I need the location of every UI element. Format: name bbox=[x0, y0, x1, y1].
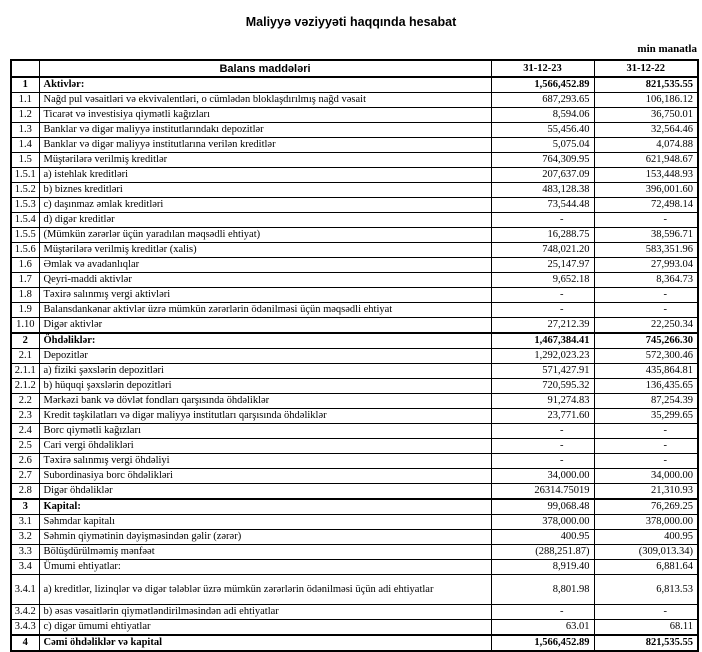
row-number-cell: 3.4 bbox=[11, 560, 39, 575]
row-value-2023-cell: 400.95 bbox=[491, 530, 594, 545]
row-value-2022-cell: - bbox=[594, 454, 698, 469]
row-value-2023-cell: 748,021.20 bbox=[491, 243, 594, 258]
row-number-cell: 3.4.2 bbox=[11, 605, 39, 620]
table-row bbox=[11, 153, 698, 168]
row-value-2023-cell: 8,801.98 bbox=[491, 575, 594, 605]
table-row bbox=[11, 454, 698, 469]
table-row bbox=[11, 318, 698, 334]
row-value-2023-cell: 26314.75019 bbox=[491, 484, 594, 500]
row-number-cell: 1.5.1 bbox=[11, 168, 39, 183]
row-value-2023-cell: 1,467,384.41 bbox=[491, 333, 594, 349]
row-value-2022-cell: 34,000.00 bbox=[594, 469, 698, 484]
row-value-2023-cell: - bbox=[491, 439, 594, 454]
row-label-cell: Ümumi ehtiyatlar: bbox=[39, 560, 491, 575]
row-number-cell: 3.2 bbox=[11, 530, 39, 545]
table-row bbox=[11, 213, 698, 228]
row-value-2022-cell: 72,498.14 bbox=[594, 198, 698, 213]
row-label-cell: b) əsas vəsaitlərin qiymətləndirilməsindən adi ehtiyatlar bbox=[39, 605, 491, 620]
header-2023-cell: 31-12-23 bbox=[491, 60, 594, 77]
row-label-cell: Aktivlər: bbox=[39, 77, 491, 93]
row-value-2022-cell: 8,364.73 bbox=[594, 273, 698, 288]
row-value-2022-cell: 821,535.55 bbox=[594, 635, 698, 651]
table-row bbox=[11, 499, 698, 515]
table-row bbox=[11, 228, 698, 243]
row-value-2023-cell: 25,147.97 bbox=[491, 258, 594, 273]
row-value-2023-cell: 207,637.09 bbox=[491, 168, 594, 183]
row-value-2022-cell: 87,254.39 bbox=[594, 394, 698, 409]
row-number-cell: 1 bbox=[11, 77, 39, 93]
table-row bbox=[11, 273, 698, 288]
row-number-cell: 3 bbox=[11, 499, 39, 515]
row-value-2023-cell: 720,595.32 bbox=[491, 379, 594, 394]
table-row bbox=[11, 560, 698, 575]
table-body bbox=[11, 77, 698, 651]
table-row bbox=[11, 93, 698, 108]
row-value-2022-cell: - bbox=[594, 605, 698, 620]
row-value-2023-cell: 5,075.04 bbox=[491, 138, 594, 153]
table-row bbox=[11, 394, 698, 409]
row-value-2023-cell: - bbox=[491, 454, 594, 469]
row-value-2022-cell: 621,948.67 bbox=[594, 153, 698, 168]
table-row bbox=[11, 333, 698, 349]
table-row bbox=[11, 243, 698, 258]
row-number-cell: 1.5.3 bbox=[11, 198, 39, 213]
row-value-2023-cell: 1,566,452.89 bbox=[491, 77, 594, 93]
row-number-cell: 1.10 bbox=[11, 318, 39, 334]
row-number-cell: 2.1 bbox=[11, 349, 39, 364]
table-row bbox=[11, 545, 698, 560]
table-row bbox=[11, 379, 698, 394]
row-label-cell: Müştərilərə verilmiş kreditlər bbox=[39, 153, 491, 168]
row-number-cell: 1.9 bbox=[11, 303, 39, 318]
row-value-2023-cell: - bbox=[491, 424, 594, 439]
row-label-cell: (Mümkün zərərlər üçün yaradılan məqsədli ehtiyat) bbox=[39, 228, 491, 243]
row-value-2022-cell: 32,564.46 bbox=[594, 123, 698, 138]
row-value-2023-cell: 1,292,023.23 bbox=[491, 349, 594, 364]
row-number-cell: 2.8 bbox=[11, 484, 39, 500]
row-number-cell: 4 bbox=[11, 635, 39, 651]
row-number-cell: 2.2 bbox=[11, 394, 39, 409]
row-label-cell: Mərkəzi bank və dövlət fondları qarşısında öhdəliklər bbox=[39, 394, 491, 409]
row-value-2022-cell: - bbox=[594, 288, 698, 303]
row-value-2023-cell: 687,293.65 bbox=[491, 93, 594, 108]
row-label-cell: Banklar və digər maliyyə institutlarına verilən kreditlər bbox=[39, 138, 491, 153]
row-number-cell: 1.5.4 bbox=[11, 213, 39, 228]
row-number-cell: 1.8 bbox=[11, 288, 39, 303]
page-title: Maliyyə vəziyyəti haqqında hesabat bbox=[245, 15, 457, 29]
row-value-2023-cell: 571,427.91 bbox=[491, 364, 594, 379]
row-number-cell: 2.3 bbox=[11, 409, 39, 424]
row-label-cell: a) fiziki şəxslərin depozitləri bbox=[39, 364, 491, 379]
row-label-cell: b) hüquqi şəxslərin depozitləri bbox=[39, 379, 491, 394]
row-number-cell: 1.3 bbox=[11, 123, 39, 138]
row-value-2022-cell: 435,864.81 bbox=[594, 364, 698, 379]
row-value-2022-cell: 21,310.93 bbox=[594, 484, 698, 500]
row-value-2022-cell: 396,001.60 bbox=[594, 183, 698, 198]
row-label-cell: Nağd pul vəsaitləri və ekvivalentləri, o cümlədən bloklaşdırılmış nağd vəsait bbox=[39, 93, 491, 108]
row-value-2022-cell: 572,300.46 bbox=[594, 349, 698, 364]
row-value-2022-cell: 136,435.65 bbox=[594, 379, 698, 394]
table-row bbox=[11, 168, 698, 183]
row-value-2023-cell: 483,128.38 bbox=[491, 183, 594, 198]
table-row bbox=[11, 349, 698, 364]
row-label-cell: b) biznes kreditləri bbox=[39, 183, 491, 198]
row-label-cell: Qeyri-maddi aktivlər bbox=[39, 273, 491, 288]
row-label-cell: Kredit təşkilatları və digər maliyyə institutları qarşısında öhdəliklər bbox=[39, 409, 491, 424]
row-number-cell: 1.6 bbox=[11, 258, 39, 273]
row-number-cell: 2 bbox=[11, 333, 39, 349]
row-value-2023-cell: 9,652.18 bbox=[491, 273, 594, 288]
row-label-cell: Öhdəliklər: bbox=[39, 333, 491, 349]
header-2022-cell: 31-12-22 bbox=[594, 60, 698, 77]
row-label-cell: Depozitlər bbox=[39, 349, 491, 364]
row-value-2022-cell: - bbox=[594, 439, 698, 454]
table-row bbox=[11, 620, 698, 636]
row-number-cell: 1.5.5 bbox=[11, 228, 39, 243]
row-number-cell: 3.3 bbox=[11, 545, 39, 560]
row-number-cell: 1.5 bbox=[11, 153, 39, 168]
row-label-cell: Borc qiymətli kağızları bbox=[39, 424, 491, 439]
table-row bbox=[11, 439, 698, 454]
row-label-cell: Digər aktivlər bbox=[39, 318, 491, 334]
row-label-cell: Cari vergi öhdəlikləri bbox=[39, 439, 491, 454]
row-value-2023-cell: (288,251.87) bbox=[491, 545, 594, 560]
table-row bbox=[11, 183, 698, 198]
row-label-cell: Banklar və digər maliyyə institutlarındakı depozitlər bbox=[39, 123, 491, 138]
row-value-2023-cell: - bbox=[491, 303, 594, 318]
row-value-2022-cell: 821,535.55 bbox=[594, 77, 698, 93]
row-value-2022-cell: 400.95 bbox=[594, 530, 698, 545]
row-label-cell: Təxirə salınmış vergi öhdəliyi bbox=[39, 454, 491, 469]
row-label-cell: Balansdankənar aktivlər üzrə mümkün zərərlərin ödənilməsi üçün məqsədli ehtiyat bbox=[39, 303, 491, 318]
row-number-cell: 1.2 bbox=[11, 108, 39, 123]
row-value-2023-cell: 378,000.00 bbox=[491, 515, 594, 530]
row-label-cell: c) digər ümumi ehtiyatlar bbox=[39, 620, 491, 636]
row-label-cell: d) digər kreditlər bbox=[39, 213, 491, 228]
row-value-2022-cell: 68.11 bbox=[594, 620, 698, 636]
unit-note-container bbox=[0, 39, 697, 57]
row-number-cell: 3.4.3 bbox=[11, 620, 39, 636]
row-label-cell: Əmlak və avadanlıqlar bbox=[39, 258, 491, 273]
table-row bbox=[11, 258, 698, 273]
row-value-2022-cell: 4,074.88 bbox=[594, 138, 698, 153]
row-number-cell: 1.1 bbox=[11, 93, 39, 108]
row-label-cell: Bölüşdürülməmiş mənfəət bbox=[39, 545, 491, 560]
row-value-2023-cell: 1,566,452.89 bbox=[491, 635, 594, 651]
row-value-2022-cell: 38,596.71 bbox=[594, 228, 698, 243]
header-item-cell: Balans maddələri bbox=[39, 60, 491, 77]
table-row bbox=[11, 364, 698, 379]
row-value-2022-cell: 22,250.34 bbox=[594, 318, 698, 334]
row-label-cell: c) daşınmaz əmlak kreditləri bbox=[39, 198, 491, 213]
row-label-cell: Müştərilərə verilmiş kreditlər (xalis) bbox=[39, 243, 491, 258]
table-row bbox=[11, 530, 698, 545]
row-value-2023-cell: - bbox=[491, 605, 594, 620]
row-value-2023-cell: - bbox=[491, 288, 594, 303]
row-number-cell: 1.5.6 bbox=[11, 243, 39, 258]
row-value-2022-cell: 745,266.30 bbox=[594, 333, 698, 349]
row-number-cell: 1.7 bbox=[11, 273, 39, 288]
row-number-cell: 1.5.2 bbox=[11, 183, 39, 198]
table-row bbox=[11, 635, 698, 651]
row-label-cell: Təxirə salınmış vergi aktivləri bbox=[39, 288, 491, 303]
row-value-2023-cell: 73,544.48 bbox=[491, 198, 594, 213]
row-value-2022-cell: 583,351.96 bbox=[594, 243, 698, 258]
row-number-cell: 2.4 bbox=[11, 424, 39, 439]
row-value-2022-cell: 6,881.64 bbox=[594, 560, 698, 575]
row-value-2023-cell: 8,594.06 bbox=[491, 108, 594, 123]
row-value-2022-cell: 378,000.00 bbox=[594, 515, 698, 530]
row-value-2023-cell: 23,771.60 bbox=[491, 409, 594, 424]
table-row bbox=[11, 424, 698, 439]
row-value-2023-cell: - bbox=[491, 213, 594, 228]
table-row bbox=[11, 409, 698, 424]
row-value-2023-cell: 764,309.95 bbox=[491, 153, 594, 168]
row-number-cell: 2.6 bbox=[11, 454, 39, 469]
row-label-cell: a) istehlak kreditləri bbox=[39, 168, 491, 183]
row-value-2022-cell: 35,299.65 bbox=[594, 409, 698, 424]
row-label-cell: Digər öhdəliklər bbox=[39, 484, 491, 500]
row-value-2023-cell: 91,274.83 bbox=[491, 394, 594, 409]
row-label-cell: Səhmin qiymətinin dəyişməsindən gəlir (zərər) bbox=[39, 530, 491, 545]
row-value-2023-cell: 27,212.39 bbox=[491, 318, 594, 334]
table-row bbox=[11, 469, 698, 484]
table-row bbox=[11, 575, 698, 605]
balance-sheet-table bbox=[10, 59, 699, 652]
row-value-2023-cell: 99,068.48 bbox=[491, 499, 594, 515]
row-value-2022-cell: 27,993.04 bbox=[594, 258, 698, 273]
row-label-cell: Kapital: bbox=[39, 499, 491, 515]
header-number-cell bbox=[11, 60, 39, 77]
table-row bbox=[11, 198, 698, 213]
row-number-cell: 3.1 bbox=[11, 515, 39, 530]
row-number-cell: 1.4 bbox=[11, 138, 39, 153]
table-row bbox=[11, 515, 698, 530]
row-value-2022-cell: (309,013.34) bbox=[594, 545, 698, 560]
row-number-cell: 2.1.1 bbox=[11, 364, 39, 379]
row-number-cell: 2.7 bbox=[11, 469, 39, 484]
table-header-row bbox=[11, 60, 698, 77]
row-label-cell: a) kreditlər, lizinqlər və digər tələblər üzrə mümkün zərərlərin ödənilməsi üçün adi ehtiyatlar bbox=[39, 575, 491, 605]
table-row bbox=[11, 108, 698, 123]
row-value-2022-cell: - bbox=[594, 424, 698, 439]
row-number-cell: 2.1.2 bbox=[11, 379, 39, 394]
row-value-2023-cell: 8,919.40 bbox=[491, 560, 594, 575]
row-value-2022-cell: 153,448.93 bbox=[594, 168, 698, 183]
row-value-2023-cell: 55,456.40 bbox=[491, 123, 594, 138]
unit-note: min manatla bbox=[637, 43, 697, 55]
table-row bbox=[11, 484, 698, 500]
row-number-cell: 3.4.1 bbox=[11, 575, 39, 605]
table-row bbox=[11, 303, 698, 318]
row-label-cell: Səhmdar kapitalı bbox=[39, 515, 491, 530]
row-value-2022-cell: - bbox=[594, 213, 698, 228]
row-value-2022-cell: 6,813.53 bbox=[594, 575, 698, 605]
table-row bbox=[11, 605, 698, 620]
table-row bbox=[11, 288, 698, 303]
row-value-2022-cell: 76,269.25 bbox=[594, 499, 698, 515]
row-value-2022-cell: - bbox=[594, 303, 698, 318]
table-row bbox=[11, 138, 698, 153]
row-value-2023-cell: 63.01 bbox=[491, 620, 594, 636]
row-value-2022-cell: 106,186.12 bbox=[594, 93, 698, 108]
row-value-2023-cell: 16,288.75 bbox=[491, 228, 594, 243]
table-row bbox=[11, 77, 698, 93]
row-number-cell: 2.5 bbox=[11, 439, 39, 454]
row-label-cell: Cəmi öhdəliklər və kapital bbox=[39, 635, 491, 651]
row-value-2022-cell: 36,750.01 bbox=[594, 108, 698, 123]
row-label-cell: Subordinasiya borc öhdəlikləri bbox=[39, 469, 491, 484]
row-value-2023-cell: 34,000.00 bbox=[491, 469, 594, 484]
table-row bbox=[11, 123, 698, 138]
row-label-cell: Ticarət və investisiya qiymətli kağızları bbox=[39, 108, 491, 123]
